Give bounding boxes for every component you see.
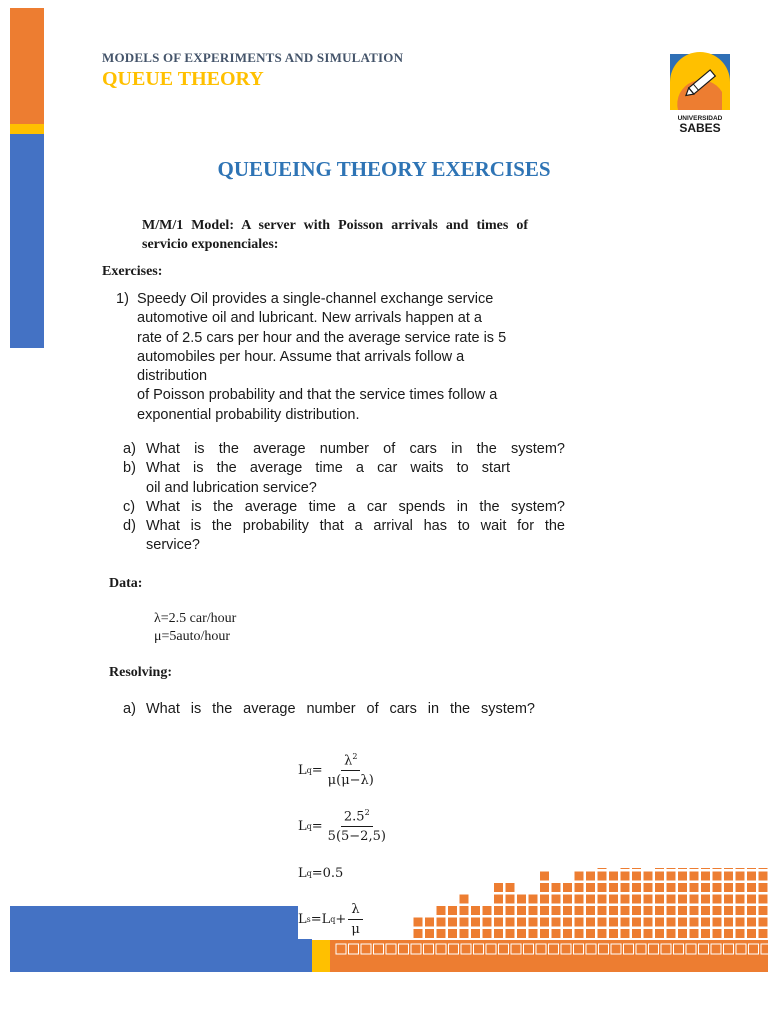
footer-block [678,929,688,939]
footer-block [517,917,527,927]
footer-block [436,906,446,916]
footer-block [620,868,630,870]
footer-block [724,883,734,893]
footer-block [666,917,676,927]
footer-block [586,883,596,893]
footer-block [574,917,584,927]
resolving-question [123,700,535,719]
footer-block [482,917,492,927]
footer-outline-block [449,944,459,954]
fraction-denominator: 5(5−2,5) [327,829,386,845]
footer-block [609,906,619,916]
footer-block [666,906,676,916]
footer-block [540,883,550,893]
footer-block [701,917,711,927]
footer-block [609,917,619,927]
footer-block [620,883,630,893]
footer-block [459,894,469,904]
footer-block [586,906,596,916]
footer-block [747,929,757,939]
left-orange-bar [10,8,44,124]
footer-block [597,906,607,916]
footer-block [459,917,469,927]
question-text: What is the average number of cars in the system? [146,701,535,717]
footer-outline-block [349,944,359,954]
footer-outline-block [761,944,768,954]
footer-outline-block [536,944,546,954]
formula-lq-substituted [298,808,389,844]
formula-equals: = [311,818,323,834]
footer-outline-block [524,944,534,954]
fraction-denominator: μ [351,922,360,937]
document-title: QUEUEING THEORY EXERCISES [217,157,551,181]
footer-outline-block [636,944,646,954]
formula-fraction [348,902,362,937]
footer-block [528,929,538,939]
fraction-numerator: 2.5 [343,809,365,825]
footer-block [551,917,561,927]
footer-block [701,906,711,916]
footer-block [735,894,745,904]
footer-block [758,906,768,916]
footer-block [655,917,665,927]
footer-block [517,906,527,916]
footer-block [597,894,607,904]
problem-statement [116,290,536,425]
problem-line: rate of 2.5 cars per hour and the average service rate is 5 [137,329,507,346]
footer-block [643,917,653,927]
header-subtitle: MODELS OF EXPERIMENTS AND SIMULATION [102,50,404,65]
footer-block [517,929,527,939]
footer-block [586,929,596,939]
footer-outline-block [711,944,721,954]
footer-block [747,894,757,904]
footer-block [724,906,734,916]
footer-block [678,894,688,904]
footer-block [735,871,745,881]
footer-block [655,871,665,881]
formula-subscript: s [306,915,311,924]
footer-block [712,929,722,939]
left-yellow-bar [10,124,44,134]
footer-block [632,871,642,881]
fraction-numerator: λ [344,753,353,769]
question-c [123,498,565,517]
problem-line: automotive oil and lubricant. New arrivals happen at a [137,310,482,327]
footer-block [540,906,550,916]
footer-block [678,917,688,927]
footer-block [574,929,584,939]
footer-block [735,917,745,927]
model-description: M/M/1 Model: A server with Poisson arrivals and times of servicio exponenciales: [142,218,528,252]
question-text: oil and lubrication service? [146,479,317,496]
footer-block [574,906,584,916]
footer-block [678,871,688,881]
footer-block [655,894,665,904]
footer-block [747,917,757,927]
footer-outline-block [461,944,471,954]
footer-block [620,906,630,916]
footer-block [425,929,435,939]
resolving-heading: Resolving: [109,665,172,680]
footer-block [505,883,515,893]
footer-block [678,868,688,870]
footer-block [620,929,630,939]
footer-outline-block [486,944,496,954]
formula-plus: + [335,912,347,927]
footer-block [551,929,561,939]
problem-line: exponential probability distribution. [137,406,360,423]
footer-outline-block [374,944,384,954]
footer-block [609,929,619,939]
footer-block [666,883,676,893]
footer-block [747,883,757,893]
footer-block [505,906,515,916]
footer-block [471,929,481,939]
question-text: service? [146,537,200,554]
footer-block [413,917,423,927]
footer-block [563,894,573,904]
formula-subscript: q [306,821,312,831]
problem-line: automobiles per hour. Assume that arrivals follow a distribution [137,348,465,385]
footer-block [701,883,711,893]
footer-block [471,906,481,916]
footer-block [459,906,469,916]
footer-outline-block [474,944,484,954]
footer-outline-block [736,944,746,954]
footer-block [632,883,642,893]
footer-block [459,929,469,939]
footer-outline-block [611,944,621,954]
footer-block [574,883,584,893]
footer-block [413,929,423,939]
question-text: What is the probability that a arrival has to wait for the [146,518,565,535]
footer-block [643,871,653,881]
footer-block [574,871,584,881]
footer-block [632,917,642,927]
footer-block [540,917,550,927]
footer-block [689,868,699,870]
footer-outline-block [561,944,571,954]
footer-block [609,871,619,881]
footer-outline-block [599,944,609,954]
footer-block [678,906,688,916]
formula-equals: = [311,762,323,778]
numerator-exponent: 2 [364,808,370,817]
formula-fraction [325,808,389,844]
footer-block [505,917,515,927]
formula-result: =0.5 [311,866,344,881]
footer-block [448,917,458,927]
footer-block [758,929,768,939]
header-title: QUEUE THEORY [102,68,264,90]
footer-block [517,894,527,904]
footer-block [689,929,699,939]
problem-line: of Poisson probability and that the service times follow a [137,387,498,404]
footer-block [666,871,676,881]
footer-outline-block [724,944,734,954]
formula-fraction [325,752,377,788]
footer-outline-block [661,944,671,954]
footer-block [712,917,722,927]
footer-outline-block [749,944,759,954]
footer-block [724,894,734,904]
footer-block [597,868,607,870]
footer-block [586,894,596,904]
footer-block [701,871,711,881]
footer-outline-block [686,944,696,954]
footer-block [747,868,757,870]
footer-block [655,906,665,916]
footer-block [632,868,642,870]
footer-outline-block [361,944,371,954]
footer-outline-block [411,944,421,954]
footer-block [620,917,630,927]
footer-block [689,883,699,893]
footer-block [689,871,699,881]
footer-block [655,868,665,870]
footer-block [666,868,676,870]
footer-block [689,906,699,916]
footer-block [655,883,665,893]
formula-ls [298,900,367,939]
footer-outline-block [649,944,659,954]
footer-block [528,894,538,904]
footer-block [712,906,722,916]
logo-text-line2: SABES [679,121,721,135]
footer-block [597,917,607,927]
footer-block [528,917,538,927]
footer-outline-block [386,944,396,954]
fraction-denominator: μ(μ−λ) [327,773,374,789]
footer-block [540,894,550,904]
footer-block [597,929,607,939]
footer-block [482,906,492,916]
footer-outline-block [399,944,409,954]
footer-block [551,883,561,893]
footer-block [448,929,458,939]
footer-block [701,894,711,904]
footer-outline-block [574,944,584,954]
problem-number: 1) [116,291,129,307]
question-label: c) [123,498,136,515]
footer-block [471,917,481,927]
formula-subscript: q [306,765,312,775]
formula-symbol: L [298,762,307,778]
formula-symbol: L [298,866,307,881]
footer-outline-block [436,944,446,954]
footer-outline-block [674,944,684,954]
footer-block [712,871,722,881]
numerator-exponent: 2 [352,752,358,761]
footer-block [528,906,538,916]
footer-block [712,894,722,904]
footer-block [574,894,584,904]
footer-block [735,929,745,939]
footer-outline-block [586,944,596,954]
footer-block [724,868,734,870]
question-text: What is the average number of cars in the system? [146,441,565,457]
footer-block [436,929,446,939]
footer-block [632,929,642,939]
formula-term: =L [310,912,331,927]
footer-block [494,906,504,916]
footer-block [563,917,573,927]
footer-block [551,894,561,904]
formula-symbol: L [298,912,307,927]
footer-block [494,894,504,904]
footer-block [655,929,665,939]
footer-block [724,929,734,939]
footer-block [701,929,711,939]
footer-block [735,883,745,893]
footer-block [643,894,653,904]
question-d [123,517,565,556]
footer-block [643,906,653,916]
question-label: b) [123,460,136,477]
footer-block [643,883,653,893]
footer-block [597,871,607,881]
question-b [123,459,510,498]
footer-block [448,906,458,916]
footer-block [586,871,596,881]
footer-block [758,894,768,904]
footer-block [425,917,435,927]
footer-block [632,894,642,904]
fraction-numerator: λ [348,902,362,920]
footer-outline-block [699,944,709,954]
footer-block [494,883,504,893]
footer-outline-block [499,944,509,954]
footer-outline-block [511,944,521,954]
formula-lq-general [298,752,377,788]
problem-line: Speedy Oil provides a single-channel exchange service [137,291,494,307]
footer-block [678,883,688,893]
question-label: a) [123,441,136,457]
footer-outline-block [336,944,346,954]
question-label: d) [123,518,136,535]
footer-block [712,868,722,870]
footer-block [735,906,745,916]
footer-block [724,917,734,927]
footer-block-pattern [330,868,768,972]
footer-block [758,871,768,881]
footer-block [689,917,699,927]
exercises-heading: Exercises: [102,264,163,279]
footer-block [747,906,757,916]
footer-block [494,917,504,927]
footer-block [540,929,550,939]
footer-block [747,871,757,881]
data-lambda: λ=2.5 car/hour [154,611,237,626]
footer-block [758,917,768,927]
footer-block [620,894,630,904]
question-a [123,440,565,459]
footer-outline-block [424,944,434,954]
footer-blue-band [10,906,312,972]
footer-block [563,883,573,893]
formula-symbol: L [298,818,307,834]
question-list [123,440,565,556]
footer-block [758,868,768,870]
question-text: What is the average time a car waits to start [146,460,510,477]
footer-block [563,929,573,939]
footer-block [735,868,745,870]
footer-block [666,929,676,939]
footer-block [597,883,607,893]
question-text: What is the average time a car spends in the system? [146,498,565,515]
footer-block [689,894,699,904]
footer-block [609,894,619,904]
logo-text-line1: UNIVERSIDAD [677,115,723,122]
footer-block [586,917,596,927]
footer-block [609,883,619,893]
university-logo [668,52,732,136]
footer-block [505,929,515,939]
footer-block [540,871,550,881]
data-heading: Data: [109,576,143,591]
footer-outline-block [549,944,559,954]
footer-yellow-band [312,940,330,972]
footer-block [436,917,446,927]
data-mu: μ=5auto/hour [154,629,231,644]
footer-block [724,871,734,881]
footer-block [563,906,573,916]
footer-block [505,894,515,904]
footer-block [758,883,768,893]
footer-block [620,871,630,881]
footer-block [666,894,676,904]
footer-block [632,906,642,916]
footer-outline-block [624,944,634,954]
footer-block [701,868,711,870]
question-label: a) [123,701,136,717]
footer-block [494,929,504,939]
footer-block [643,929,653,939]
formula-subscript: q [306,869,312,878]
footer-block [551,906,561,916]
formula-subscript: q [330,915,336,924]
footer-block [482,929,492,939]
footer-block [712,883,722,893]
